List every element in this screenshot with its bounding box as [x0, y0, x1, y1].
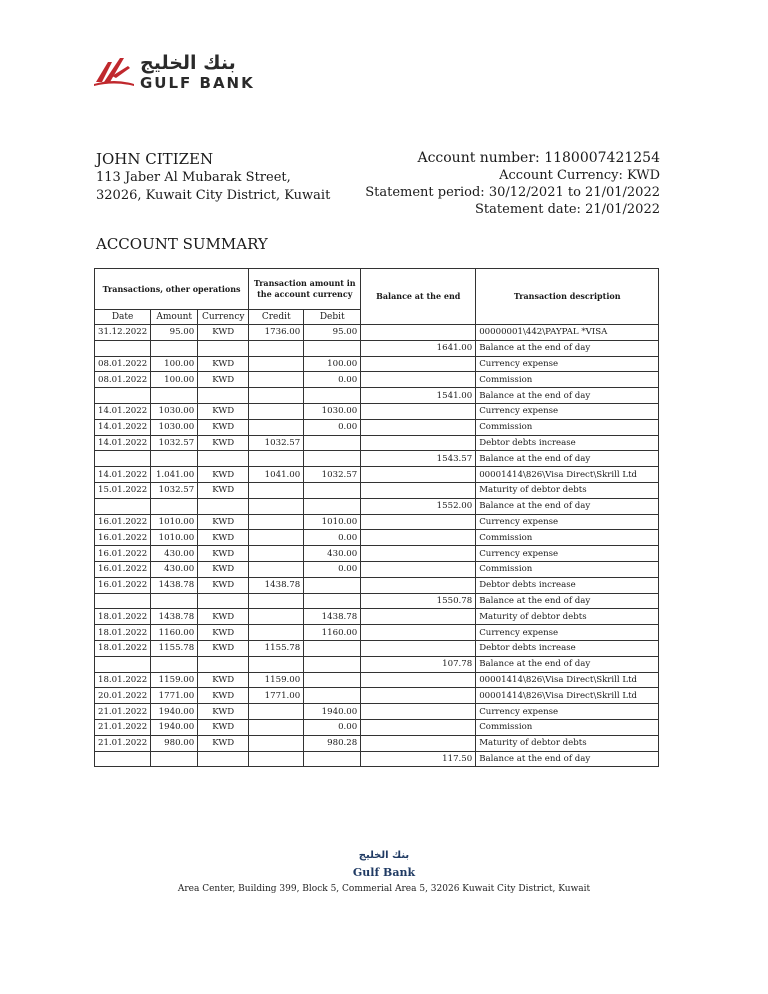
- table-row: [95, 561, 659, 577]
- cell-amount: 1030.00: [151, 403, 198, 419]
- cell-amount: 100.00: [151, 356, 198, 372]
- cell-amount: 1438.78: [151, 609, 198, 625]
- table-row: [95, 704, 659, 720]
- cell-currency: [198, 451, 249, 467]
- cell-amount: 1155.78: [151, 640, 198, 656]
- cell-debit: [304, 640, 361, 656]
- cell-credit: [249, 514, 304, 530]
- table-row: [95, 593, 659, 609]
- cell-description: Currency expense: [476, 704, 659, 720]
- logo-arabic-name: بنك الخليج: [140, 52, 236, 74]
- table-row: [95, 672, 659, 688]
- table-row: [95, 577, 659, 593]
- cell-balance: 1550.78: [361, 593, 476, 609]
- cell-description: Debtor debts increase: [476, 435, 659, 451]
- cell-description: 00000001\442\PAYPAL *VISA: [476, 325, 659, 341]
- cell-date: 20.01.2022: [95, 688, 151, 704]
- cell-credit: [249, 372, 304, 388]
- cell-balance: [361, 719, 476, 735]
- table-row: [95, 719, 659, 735]
- cell-credit: 1771.00: [249, 688, 304, 704]
- cell-currency: KWD: [198, 546, 249, 562]
- cell-description: Balance at the end of day: [476, 751, 659, 767]
- footer-bank-name: Gulf Bank: [352, 866, 416, 879]
- cell-date: [95, 340, 151, 356]
- cell-debit: [304, 340, 361, 356]
- account-number: Account number: 1180007421254: [417, 150, 660, 166]
- cell-amount: 100.00: [151, 372, 198, 388]
- cell-amount: 1159.00: [151, 672, 198, 688]
- cell-balance: [361, 577, 476, 593]
- cell-description: 00001414\826\Visa Direct\Skrill Ltd: [476, 672, 659, 688]
- cell-debit: 0.00: [304, 561, 361, 577]
- cell-amount: 1032.57: [151, 482, 198, 498]
- cell-description: Balance at the end of day: [476, 340, 659, 356]
- cell-date: 16.01.2022: [95, 546, 151, 562]
- cell-balance: [361, 688, 476, 704]
- cell-balance: 117.50: [361, 751, 476, 767]
- cell-currency: KWD: [198, 419, 249, 435]
- cell-amount: 430.00: [151, 561, 198, 577]
- cell-date: 18.01.2022: [95, 640, 151, 656]
- cell-balance: [361, 372, 476, 388]
- cell-debit: 1438.78: [304, 609, 361, 625]
- cell-credit: 1032.57: [249, 435, 304, 451]
- cell-balance: [361, 704, 476, 720]
- cell-description: Currency expense: [476, 356, 659, 372]
- cell-credit: 1736.00: [249, 325, 304, 341]
- transactions-table: [94, 268, 659, 767]
- cell-debit: 1160.00: [304, 625, 361, 641]
- cell-amount: 1032.57: [151, 435, 198, 451]
- cell-currency: KWD: [198, 735, 249, 751]
- cell-date: 21.01.2022: [95, 704, 151, 720]
- sail-logo-icon: [94, 56, 136, 88]
- cell-currency: KWD: [198, 435, 249, 451]
- table-row: [95, 403, 659, 419]
- cell-debit: 0.00: [304, 530, 361, 546]
- table-row: [95, 514, 659, 530]
- cell-description: Maturity of debtor debts: [476, 735, 659, 751]
- cell-balance: 1641.00: [361, 340, 476, 356]
- cell-debit: [304, 593, 361, 609]
- customer-address-line1: 113 Jaber Al Mubarak Street,: [96, 170, 291, 185]
- cell-credit: [249, 451, 304, 467]
- cell-credit: [249, 609, 304, 625]
- cell-currency: [198, 593, 249, 609]
- cell-description: Commission: [476, 419, 659, 435]
- cell-date: [95, 498, 151, 514]
- header-amount: Amount: [151, 310, 198, 325]
- cell-date: 14.01.2022: [95, 467, 151, 483]
- cell-date: 16.01.2022: [95, 577, 151, 593]
- cell-debit: 0.00: [304, 719, 361, 735]
- cell-debit: 1940.00: [304, 704, 361, 720]
- cell-description: Balance at the end of day: [476, 451, 659, 467]
- table-row: [95, 656, 659, 672]
- cell-currency: KWD: [198, 640, 249, 656]
- cell-date: [95, 751, 151, 767]
- table-row: [95, 372, 659, 388]
- table-row: [95, 356, 659, 372]
- cell-currency: KWD: [198, 704, 249, 720]
- table-row: [95, 688, 659, 704]
- cell-credit: 1159.00: [249, 672, 304, 688]
- table-row: [95, 451, 659, 467]
- cell-balance: [361, 735, 476, 751]
- cell-currency: KWD: [198, 625, 249, 641]
- cell-currency: KWD: [198, 577, 249, 593]
- cell-balance: 1543.57: [361, 451, 476, 467]
- cell-credit: [249, 719, 304, 735]
- cell-currency: [198, 751, 249, 767]
- cell-currency: KWD: [198, 672, 249, 688]
- footer-address: Area Center, Building 399, Block 5, Commerial Area 5, 32026 Kuwait City District, Kuwait: [177, 884, 591, 894]
- cell-description: Balance at the end of day: [476, 498, 659, 514]
- cell-amount: 430.00: [151, 546, 198, 562]
- table-row: [95, 467, 659, 483]
- cell-currency: [198, 656, 249, 672]
- cell-amount: [151, 340, 198, 356]
- cell-description: Balance at the end of day: [476, 388, 659, 404]
- table-row: [95, 388, 659, 404]
- cell-description: Balance at the end of day: [476, 593, 659, 609]
- cell-balance: [361, 609, 476, 625]
- cell-amount: 1010.00: [151, 514, 198, 530]
- cell-credit: [249, 403, 304, 419]
- cell-description: Currency expense: [476, 546, 659, 562]
- table-row: [95, 625, 659, 641]
- cell-date: 08.01.2022: [95, 372, 151, 388]
- cell-debit: [304, 435, 361, 451]
- footer-arabic-name: بنك الخليج: [358, 850, 410, 861]
- cell-credit: 1438.78: [249, 577, 304, 593]
- header-description: Transaction description: [476, 269, 659, 325]
- cell-balance: [361, 482, 476, 498]
- cell-balance: 1552.00: [361, 498, 476, 514]
- cell-amount: 1160.00: [151, 625, 198, 641]
- cell-date: 18.01.2022: [95, 609, 151, 625]
- cell-debit: [304, 751, 361, 767]
- cell-amount: [151, 751, 198, 767]
- cell-date: 21.01.2022: [95, 735, 151, 751]
- account-info-block: [365, 150, 660, 218]
- cell-date: 16.01.2022: [95, 514, 151, 530]
- cell-description: Commission: [476, 530, 659, 546]
- cell-balance: [361, 467, 476, 483]
- table-row: [95, 609, 659, 625]
- table-row: [95, 751, 659, 767]
- cell-currency: [198, 340, 249, 356]
- table-row: [95, 735, 659, 751]
- transactions-body: [95, 325, 659, 767]
- cell-credit: [249, 419, 304, 435]
- table-row: [95, 498, 659, 514]
- cell-debit: 0.00: [304, 419, 361, 435]
- cell-debit: [304, 577, 361, 593]
- cell-balance: [361, 640, 476, 656]
- cell-debit: 1032.57: [304, 467, 361, 483]
- cell-credit: [249, 340, 304, 356]
- cell-description: Commission: [476, 719, 659, 735]
- cell-currency: KWD: [198, 325, 249, 341]
- cell-date: 31.12.2022: [95, 325, 151, 341]
- header-currency: Currency: [198, 310, 249, 325]
- cell-balance: 107.78: [361, 656, 476, 672]
- cell-description: 00001414\826\Visa Direct\Skrill Ltd: [476, 688, 659, 704]
- cell-balance: [361, 530, 476, 546]
- cell-description: Maturity of debtor debts: [476, 609, 659, 625]
- cell-debit: [304, 656, 361, 672]
- cell-debit: [304, 498, 361, 514]
- cell-debit: [304, 688, 361, 704]
- cell-balance: 1541.00: [361, 388, 476, 404]
- cell-date: 16.01.2022: [95, 530, 151, 546]
- cell-date: 16.01.2022: [95, 561, 151, 577]
- cell-amount: 1940.00: [151, 704, 198, 720]
- cell-currency: KWD: [198, 719, 249, 735]
- table-row: [95, 419, 659, 435]
- cell-credit: [249, 625, 304, 641]
- cell-balance: [361, 672, 476, 688]
- cell-credit: 1041.00: [249, 467, 304, 483]
- cell-date: 18.01.2022: [95, 672, 151, 688]
- bank-logo: [94, 52, 294, 92]
- cell-credit: [249, 561, 304, 577]
- cell-debit: 1030.00: [304, 403, 361, 419]
- cell-date: 14.01.2022: [95, 403, 151, 419]
- cell-credit: [249, 356, 304, 372]
- statement-date: Statement date: 21/01/2022: [475, 202, 660, 217]
- cell-date: 21.01.2022: [95, 719, 151, 735]
- cell-debit: 1010.00: [304, 514, 361, 530]
- customer-block: [96, 150, 330, 205]
- cell-currency: KWD: [198, 609, 249, 625]
- table-row: [95, 640, 659, 656]
- account-currency: Account Currency: KWD: [499, 168, 660, 183]
- cell-description: Debtor debts increase: [476, 577, 659, 593]
- cell-currency: KWD: [198, 372, 249, 388]
- cell-description: Currency expense: [476, 403, 659, 419]
- cell-date: 14.01.2022: [95, 435, 151, 451]
- cell-balance: [361, 514, 476, 530]
- cell-credit: [249, 656, 304, 672]
- cell-credit: [249, 735, 304, 751]
- cell-date: 14.01.2022: [95, 419, 151, 435]
- cell-currency: KWD: [198, 403, 249, 419]
- cell-amount: 1438.78: [151, 577, 198, 593]
- cell-debit: [304, 672, 361, 688]
- customer-address-line2: 32026, Kuwait City District, Kuwait: [96, 188, 331, 203]
- cell-date: 15.01.2022: [95, 482, 151, 498]
- cell-credit: [249, 388, 304, 404]
- cell-amount: 95.00: [151, 325, 198, 341]
- cell-balance: [361, 561, 476, 577]
- cell-currency: KWD: [198, 530, 249, 546]
- table-row: [95, 482, 659, 498]
- cell-debit: 980.28: [304, 735, 361, 751]
- cell-debit: [304, 482, 361, 498]
- header-transactions: Transactions, other operations: [95, 269, 249, 310]
- cell-description: Commission: [476, 372, 659, 388]
- cell-date: 08.01.2022: [95, 356, 151, 372]
- cell-currency: KWD: [198, 467, 249, 483]
- table-row: [95, 340, 659, 356]
- cell-credit: [249, 546, 304, 562]
- cell-balance: [361, 419, 476, 435]
- cell-amount: 1030.00: [151, 419, 198, 435]
- cell-amount: [151, 388, 198, 404]
- cell-balance: [361, 435, 476, 451]
- cell-description: Currency expense: [476, 514, 659, 530]
- cell-description: Commission: [476, 561, 659, 577]
- table-row: [95, 435, 659, 451]
- cell-currency: KWD: [198, 482, 249, 498]
- cell-description: Balance at the end of day: [476, 656, 659, 672]
- cell-amount: 1940.00: [151, 719, 198, 735]
- cell-credit: [249, 593, 304, 609]
- cell-amount: [151, 498, 198, 514]
- cell-credit: [249, 751, 304, 767]
- cell-amount: [151, 451, 198, 467]
- cell-amount: [151, 593, 198, 609]
- cell-credit: [249, 704, 304, 720]
- cell-amount: 1010.00: [151, 530, 198, 546]
- cell-amount: [151, 656, 198, 672]
- cell-balance: [361, 325, 476, 341]
- cell-debit: 430.00: [304, 546, 361, 562]
- cell-debit: [304, 388, 361, 404]
- header-debit: Debit: [304, 310, 361, 325]
- cell-balance: [361, 356, 476, 372]
- cell-debit: 95.00: [304, 325, 361, 341]
- cell-balance: [361, 625, 476, 641]
- cell-balance: [361, 546, 476, 562]
- cell-credit: 1155.78: [249, 640, 304, 656]
- header-amount-in-currency: Transaction amount in the account currency: [249, 269, 361, 310]
- cell-credit: [249, 530, 304, 546]
- cell-description: Maturity of debtor debts: [476, 482, 659, 498]
- cell-date: [95, 593, 151, 609]
- logo-english-name: GULF BANK: [140, 74, 255, 92]
- account-summary-title: ACCOUNT SUMMARY: [96, 235, 268, 253]
- cell-description: 00001414\826\Visa Direct\Skrill Ltd: [476, 467, 659, 483]
- cell-currency: [198, 498, 249, 514]
- cell-credit: [249, 498, 304, 514]
- cell-date: 18.01.2022: [95, 625, 151, 641]
- table-row: [95, 530, 659, 546]
- cell-balance: [361, 403, 476, 419]
- table-row: [95, 546, 659, 562]
- table-row: [95, 325, 659, 341]
- cell-currency: [198, 388, 249, 404]
- customer-name: JOHN CITIZEN: [96, 150, 214, 168]
- statement-period: Statement period: 30/12/2021 to 21/01/2022: [365, 185, 660, 200]
- cell-currency: KWD: [198, 356, 249, 372]
- cell-debit: 100.00: [304, 356, 361, 372]
- cell-currency: KWD: [198, 688, 249, 704]
- cell-amount: 980.00: [151, 735, 198, 751]
- header-date: Date: [95, 310, 151, 325]
- cell-amount: 1771.00: [151, 688, 198, 704]
- cell-date: [95, 656, 151, 672]
- cell-debit: 0.00: [304, 372, 361, 388]
- cell-description: Currency expense: [476, 625, 659, 641]
- header-credit: Credit: [249, 310, 304, 325]
- cell-debit: [304, 451, 361, 467]
- header-balance: Balance at the end: [361, 269, 476, 325]
- cell-amount: 1.041.00: [151, 467, 198, 483]
- cell-date: [95, 451, 151, 467]
- cell-currency: KWD: [198, 514, 249, 530]
- cell-date: [95, 388, 151, 404]
- cell-credit: [249, 482, 304, 498]
- cell-currency: KWD: [198, 561, 249, 577]
- cell-description: Debtor debts increase: [476, 640, 659, 656]
